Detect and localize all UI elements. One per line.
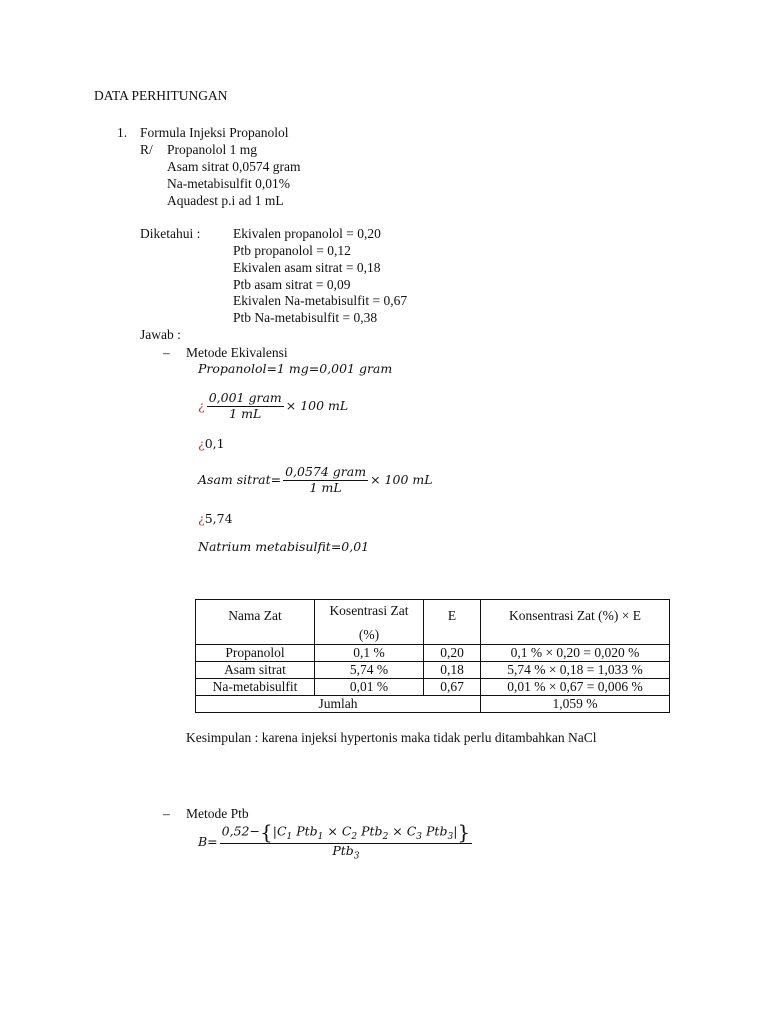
equation-prefix: ¿ (198, 397, 205, 413)
diketahui-line: Ekivalen propanolol = 0,20 (233, 226, 381, 241)
table-cell: 5,74 % × 0,18 = 1,033 % (481, 662, 670, 679)
fraction (220, 822, 472, 862)
total-label: Jumlah (196, 696, 481, 713)
table-cell: 0,1 % (315, 645, 424, 662)
table-cell: 0,1 % × 0,20 = 0,020 % (481, 645, 670, 662)
diketahui-label: Diketahui : (140, 226, 201, 241)
left-brace: { (259, 820, 273, 844)
table-header-row (196, 600, 670, 645)
diketahui-line: Ptb asam sitrat = 0,09 (233, 277, 351, 292)
diketahui-line: Ptb propanolol = 0,12 (233, 243, 351, 258)
term: × C (392, 823, 417, 839)
total-value: 1,059 % (481, 696, 670, 713)
result-value: 5,74 (204, 511, 233, 526)
subscript: 1 (317, 832, 324, 842)
header-konsentrasi-line2: (%) (358, 627, 380, 642)
multiplier: × 100 mL (370, 471, 433, 487)
numerator (220, 822, 472, 844)
bullet-dash: – (163, 806, 170, 821)
equation-natrium-metabisulfit: Natrium metabisulfit=0,01 (198, 539, 370, 554)
result-value: 0,1 (204, 436, 225, 451)
table-cell: 0,18 (424, 662, 481, 679)
term: C (276, 823, 287, 839)
fraction (207, 392, 284, 420)
equation-propanolol: Propanolol=1 mg=0,001 gram (198, 361, 393, 376)
header-nama-zat: Nama Zat (196, 600, 315, 645)
table-cell: 0,01 % (315, 679, 424, 696)
term: Ptb (361, 823, 383, 839)
subscript: 3 (353, 851, 360, 862)
table-cell: 5,74 % (315, 662, 424, 679)
method-ekivalensi-title: Metode Ekivalensi (186, 345, 288, 360)
table-total-row (196, 696, 670, 713)
equation-prefix: ¿ (198, 436, 205, 451)
page-title: DATA PERHITUNGAN (94, 88, 228, 103)
subscript: 1 (286, 832, 293, 842)
equation-lhs: Asam sitrat= (198, 471, 282, 487)
formula-line: Aquadest p.i ad 1 mL (167, 193, 284, 208)
formula-line: Na-metabisulfit 0,01% (167, 176, 290, 191)
equation-lhs: B= (198, 833, 218, 849)
recipe-label: R/ (140, 142, 153, 157)
table-row (196, 662, 670, 679)
table-cell: Propanolol (196, 645, 315, 662)
isotonicity-table (195, 599, 670, 713)
abs-bar: | (272, 823, 277, 839)
header-e: E (424, 600, 481, 645)
table-row (196, 679, 670, 696)
fraction (283, 466, 368, 494)
header-konsentrasi-x-e: Konsentrasi Zat (%) × E (481, 600, 670, 645)
table-cell: Na-metabisulfit (196, 679, 315, 696)
equation-asam-sitrat (198, 466, 433, 494)
jawab-label: Jawab : (140, 327, 181, 342)
item-heading: Formula Injeksi Propanolol (140, 125, 289, 140)
subscript: 3 (447, 832, 454, 842)
subscript: 2 (351, 832, 358, 842)
abs-bar: | (453, 823, 458, 839)
equation-prefix: ¿ (198, 511, 205, 526)
table-row (196, 645, 670, 662)
method-ptb-title: Metode Ptb (186, 806, 249, 821)
formula-line: Asam sitrat 0,0574 gram (167, 159, 301, 174)
multiplier: × 100 mL (285, 397, 349, 413)
diketahui-line: Ekivalen asam sitrat = 0,18 (233, 260, 381, 275)
diketahui-line: Ptb Na-metabisulfit = 0,38 (233, 310, 378, 325)
table-cell: 0,20 (424, 645, 481, 662)
term: × C (327, 823, 352, 839)
equation-result-asam-sitrat (198, 513, 233, 526)
header-konsentrasi-line1: Kosentrasi Zat (329, 603, 409, 618)
equation-result-propanolol (198, 438, 225, 451)
denominator (220, 844, 472, 862)
subscript: 3 (416, 832, 423, 842)
subscript: 2 (382, 832, 389, 842)
bullet-dash: – (163, 345, 170, 360)
equation-propanolol-fraction (198, 392, 348, 420)
term: Ptb (332, 843, 354, 858)
table-cell: 0,67 (424, 679, 481, 696)
term: Ptb (426, 823, 448, 839)
numerator-constant: 0,52− (221, 823, 260, 839)
numerator: 0,0574 gram (285, 464, 367, 479)
conclusion: Kesimpulan : karena injeksi hypertonis maka tidak perlu ditambahkan NaCl (186, 730, 597, 745)
equation-ptb-formula (198, 822, 472, 862)
item-number: 1. (117, 125, 128, 140)
right-brace: } (457, 820, 471, 844)
term: Ptb (296, 823, 318, 839)
denominator: 1 mL (309, 479, 342, 495)
diketahui-line: Ekivalen Na-metabisulfit = 0,67 (233, 293, 408, 308)
formula-line: Propanolol 1 mg (167, 142, 257, 157)
numerator: 0,001 gram (208, 390, 282, 405)
table-cell: Asam sitrat (196, 662, 315, 679)
header-konsentrasi (315, 600, 424, 645)
table-cell: 0,01 % × 0,67 = 0,006 % (481, 679, 670, 696)
denominator: 1 mL (229, 405, 262, 421)
